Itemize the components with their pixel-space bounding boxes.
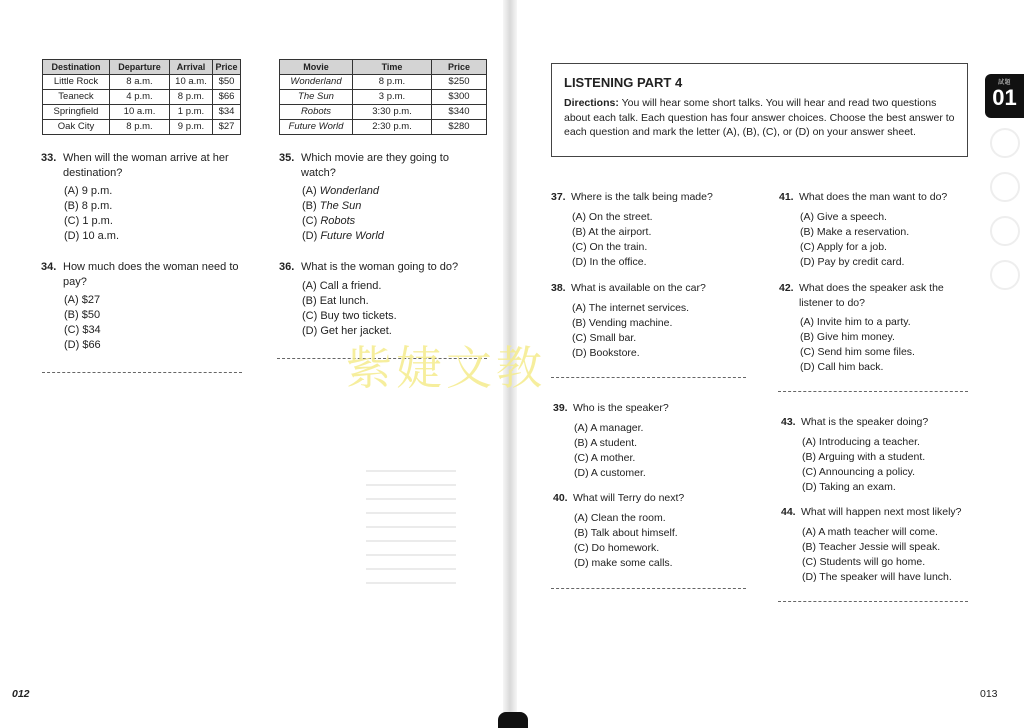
table-row	[43, 90, 241, 105]
table-row	[43, 105, 241, 120]
table-cell: $34	[213, 105, 241, 120]
answer-option[interactable]	[302, 214, 479, 229]
question-43	[781, 415, 971, 495]
answer-option[interactable]: (D) A customer.	[574, 466, 646, 479]
answer-option[interactable]: (A) On the street.	[572, 210, 653, 223]
answer-option[interactable]	[302, 229, 479, 244]
page-number-left: 012	[12, 688, 30, 700]
table-header: Price	[213, 60, 241, 75]
question-text: What will Terry do next?	[573, 492, 685, 504]
question-text: What is available on the car?	[571, 282, 706, 294]
answer-option[interactable]: (A) Give a speech.	[800, 210, 887, 223]
table-cell: $250	[432, 75, 487, 90]
question-number: 33.	[41, 152, 57, 164]
option-text: Future World	[320, 230, 384, 242]
divider	[551, 588, 746, 589]
page-number-right: 013	[980, 688, 998, 700]
table-cell: Springfield	[43, 105, 110, 120]
question-number: 38.	[551, 282, 566, 294]
table-cell: 9 p.m.	[170, 120, 213, 135]
answer-option[interactable]: (D) Bookstore.	[572, 346, 640, 359]
table-cell: 3:30 p.m.	[353, 105, 432, 120]
badge-number: 01	[992, 85, 1017, 110]
table-cell: 10 a.m.	[110, 105, 170, 120]
movie-table	[279, 59, 487, 135]
table-cell: $66	[213, 90, 241, 105]
table-cell: 10 a.m.	[170, 75, 213, 90]
question-number: 43.	[781, 416, 796, 428]
question-number: 41.	[779, 191, 794, 203]
table-cell: 3 p.m.	[353, 90, 432, 105]
table-cell: Future World	[280, 120, 353, 135]
option-letter: (C)	[302, 215, 321, 227]
answer-option[interactable]: (A) The internet services.	[572, 301, 690, 314]
answer-option[interactable]: (C) A mother.	[574, 451, 636, 464]
answer-option[interactable]: (D) Pay by credit card.	[800, 255, 905, 268]
question-number: 36.	[279, 261, 295, 273]
answer-option[interactable]	[302, 199, 479, 214]
directions	[564, 96, 955, 140]
question-text: What is the speaker doing?	[801, 416, 929, 428]
table-cell: The Sun	[280, 90, 353, 105]
divider	[551, 377, 746, 378]
answer-option[interactable]: (D) make some calls.	[574, 556, 673, 569]
table-header: Price	[432, 60, 487, 75]
table-cell: $300	[432, 90, 487, 105]
table-cell: 8 p.m.	[353, 75, 432, 90]
answer-option[interactable]: (C) Do homework.	[574, 541, 660, 554]
question-39	[553, 401, 753, 481]
question-number: 40.	[553, 492, 568, 504]
question-41	[779, 190, 974, 270]
question-35	[279, 151, 479, 244]
question-text: How much does the woman need to pay?	[63, 261, 239, 288]
divider	[778, 601, 968, 602]
question-34	[41, 260, 246, 353]
watermark: 紫婕文教	[346, 341, 546, 395]
table-cell: Little Rock	[43, 75, 110, 90]
option-text: Robots	[320, 215, 356, 227]
answer-option[interactable]: (B) Talk about himself.	[574, 526, 678, 539]
faded-circle-icon	[990, 260, 1020, 290]
table-header: Destination	[43, 60, 110, 75]
answer-option[interactable]: (A) Invite him to a party.	[800, 316, 911, 328]
question-text: What does the man want to do?	[799, 191, 948, 203]
table-cell: 8 p.m.	[170, 90, 213, 105]
question-text: What does the speaker ask the listener to do?	[799, 282, 944, 309]
table-cell: $27	[213, 120, 241, 135]
faded-circle-icon	[990, 172, 1020, 202]
table-cell: $340	[432, 105, 487, 120]
divider	[42, 372, 242, 373]
answer-option[interactable]: (B) Teacher Jessie will speak.	[802, 540, 941, 553]
table-cell: Wonderland	[280, 75, 353, 90]
answer-option[interactable]: (B) A student.	[574, 436, 638, 449]
answer-option[interactable]: (D) In the office.	[572, 255, 647, 268]
table-row	[43, 120, 241, 135]
answer-option[interactable]: (A) 9 p.m.	[64, 185, 113, 197]
option-text: Wonderland	[319, 185, 380, 197]
answer-option[interactable]	[302, 184, 479, 199]
table-row	[280, 90, 487, 105]
answer-option[interactable]: (A) Clean the room.	[574, 511, 666, 524]
answer-option[interactable]: (C) Small bar.	[572, 331, 637, 344]
answer-option[interactable]: (A) $27	[64, 294, 101, 306]
answer-option[interactable]: (D) Call him back.	[800, 361, 884, 373]
table-row	[280, 120, 487, 135]
option-letter: (A)	[302, 185, 320, 197]
schedule-table	[42, 59, 241, 135]
section-box	[551, 63, 968, 157]
table-cell: 2:30 p.m.	[353, 120, 432, 135]
table-cell: Oak City	[43, 120, 110, 135]
table-row	[43, 75, 241, 90]
faded-circle-icon	[990, 128, 1020, 158]
answer-option[interactable]: (C) Announcing a policy.	[802, 465, 916, 478]
question-number: 35.	[279, 152, 295, 164]
table-header: Departure	[110, 60, 170, 75]
answer-option[interactable]: (B) Make a reservation.	[800, 225, 910, 238]
directions-text: You will hear some short talks. You will hear and read two questions about each talk. Each question has four answer choices. Choose the best answer to each question and mark the letter (A), (B), (C), or (D) on your answer sheet.	[564, 97, 955, 138]
badge-label: 試題	[997, 80, 1011, 86]
question-text: Which movie are they going to watch?	[301, 152, 449, 179]
question-number: 42.	[779, 282, 794, 294]
question-36	[279, 260, 479, 339]
question-number: 37.	[551, 191, 566, 203]
question-text: What is the woman going to do?	[301, 261, 459, 273]
answer-option[interactable]: (C) Students will go home.	[802, 555, 926, 568]
answer-option[interactable]: (D) Get her jacket.	[302, 324, 392, 337]
table-cell: $50	[213, 75, 241, 90]
answer-option[interactable]: (B) 8 p.m.	[64, 200, 113, 212]
answer-option[interactable]: (D) The speaker will have lunch.	[802, 570, 952, 583]
bleed-through-text	[366, 470, 456, 590]
question-number: 39.	[553, 402, 568, 414]
question-text: Where is the talk being made?	[571, 191, 713, 203]
answer-option[interactable]: (B) At the airport.	[572, 225, 652, 238]
question-number: 34.	[41, 261, 57, 273]
faded-circle-icon	[990, 216, 1020, 246]
table-row	[280, 75, 487, 90]
answer-option[interactable]: (B) Give him money.	[800, 331, 895, 343]
test-badge	[985, 74, 1024, 118]
answer-option[interactable]: (C) Apply for a job.	[800, 240, 887, 253]
answer-option[interactable]: (C) Buy two tickets.	[302, 309, 397, 322]
table-cell: Teaneck	[43, 90, 110, 105]
answer-option[interactable]: (D) 10 a.m.	[64, 230, 120, 242]
table-header: Arrival	[170, 60, 213, 75]
question-37	[551, 190, 751, 270]
table-cell: 8 p.m.	[110, 120, 170, 135]
table-header-row	[280, 60, 487, 75]
question-text: What will happen next most likely?	[801, 506, 962, 518]
question-number: 44.	[781, 506, 796, 518]
answer-option[interactable]: (C) $34	[64, 324, 101, 336]
directions-label: Directions:	[564, 97, 619, 109]
question-33	[41, 151, 246, 244]
table-cell: 4 p.m.	[110, 90, 170, 105]
table-header: Movie	[280, 60, 353, 75]
question-38	[551, 281, 751, 361]
answer-option[interactable]: (A) Introducing a teacher.	[802, 435, 920, 448]
table-row	[280, 105, 487, 120]
answer-option[interactable]: (B) Arguing with a student.	[802, 450, 926, 463]
answer-option[interactable]: (D) Taking an exam.	[802, 480, 896, 493]
table-cell: 8 a.m.	[110, 75, 170, 90]
table-header: Time	[353, 60, 432, 75]
answer-option[interactable]: (C) On the train.	[572, 240, 648, 253]
section-title: LISTENING PART 4	[564, 75, 683, 90]
table-cell: $280	[432, 120, 487, 135]
answer-option[interactable]: (C) Send him some files.	[800, 346, 915, 358]
option-text: The Sun	[319, 200, 362, 212]
question-40	[553, 491, 753, 571]
option-letter: (B)	[302, 200, 320, 212]
option-letter: (D)	[302, 230, 321, 242]
answer-option[interactable]: (A) A math teacher will come.	[802, 525, 938, 538]
answer-option[interactable]: (B) $50	[64, 309, 101, 321]
question-text: Who is the speaker?	[573, 402, 669, 414]
question-text: When will the woman arrive at her destination?	[63, 152, 229, 179]
question-44	[781, 505, 976, 585]
answer-option[interactable]: (D) $66	[64, 339, 101, 351]
answer-option[interactable]: (B) Eat lunch.	[302, 294, 369, 307]
answer-option[interactable]: (A) Call a friend.	[302, 279, 382, 292]
divider	[778, 391, 968, 392]
table-cell: 1 p.m.	[170, 105, 213, 120]
answer-option[interactable]: (C) 1 p.m.	[64, 215, 113, 227]
answer-option[interactable]: (B) Vending machine.	[572, 316, 673, 329]
table-header-row	[43, 60, 241, 75]
answer-option[interactable]: (A) A manager.	[574, 421, 644, 434]
binding-shadow	[498, 712, 528, 728]
table-cell: Robots	[280, 105, 353, 120]
question-42	[779, 281, 964, 375]
